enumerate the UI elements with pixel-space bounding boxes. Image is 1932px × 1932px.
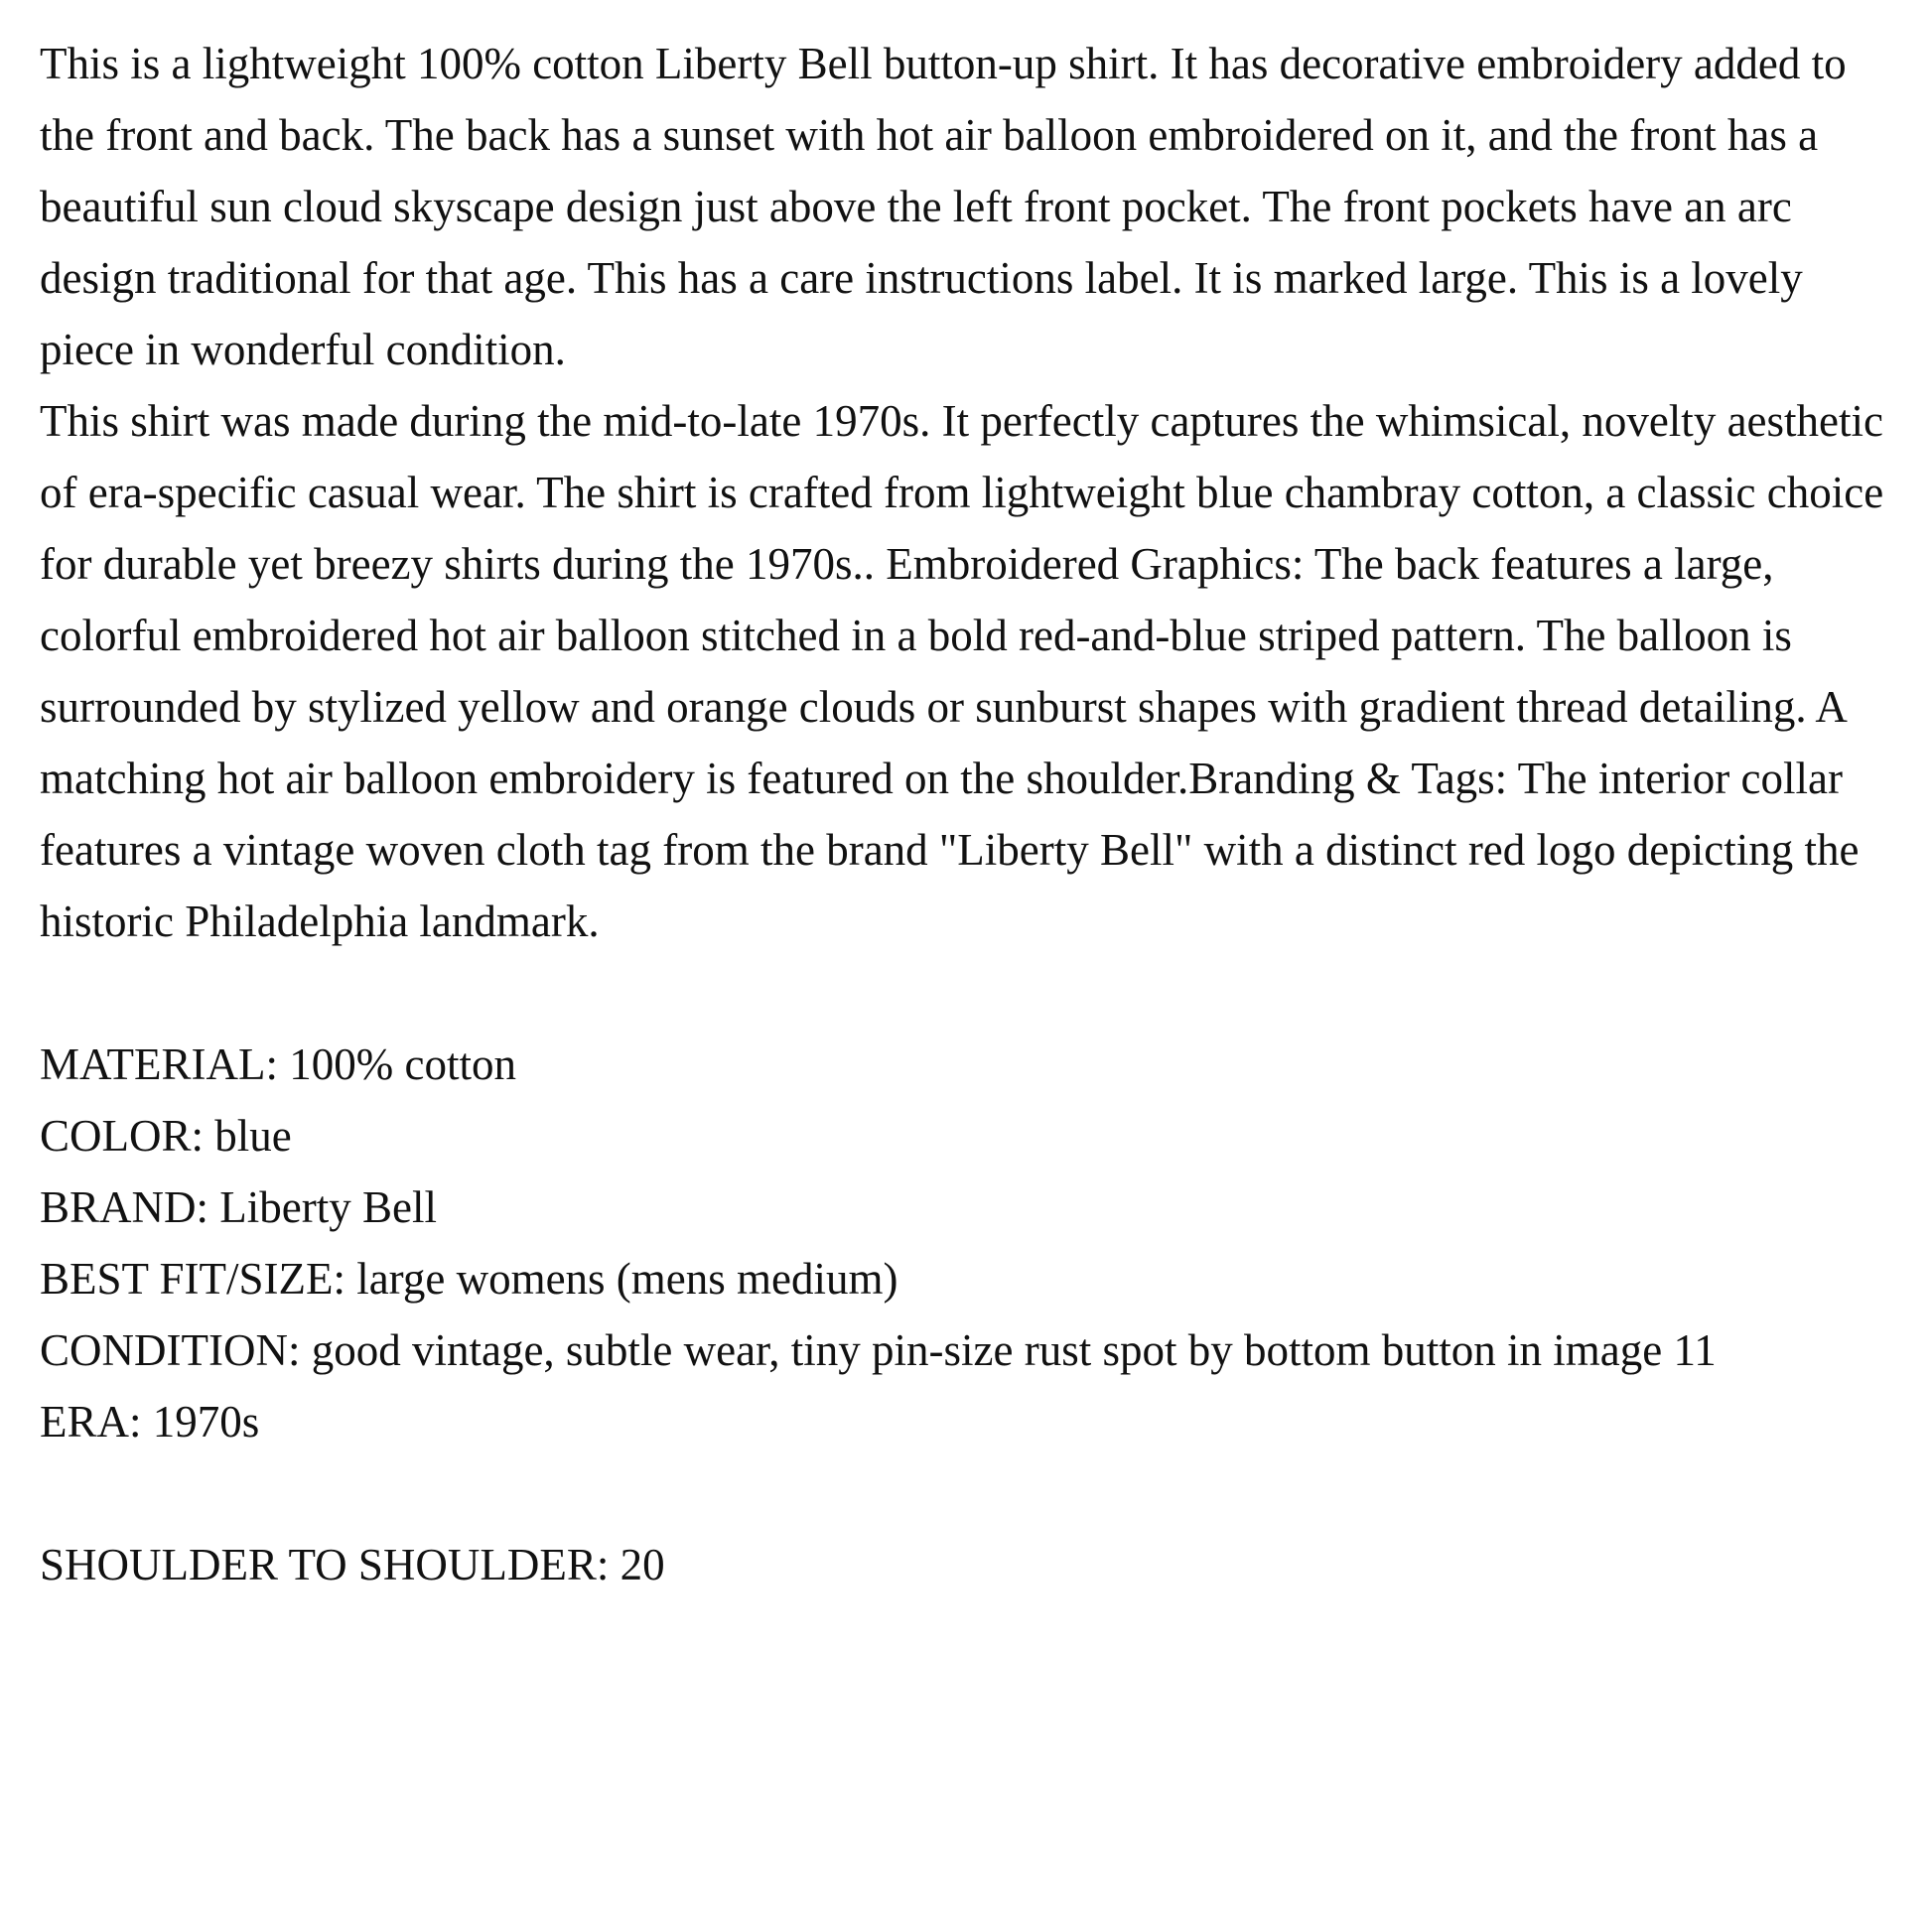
spacer <box>40 1457 1906 1529</box>
spec-era: ERA: 1970s <box>40 1397 260 1447</box>
spec-color: COLOR: blue <box>40 1111 292 1161</box>
description-paragraph-1: This is a lightweight 100% cotton Liberty Bell button-up shirt. It has decorative embroidery added to the front and back. The back has a sunset with hot air balloon embroidered on it, and the front has a beautiful sun cloud skyscape design just above the left front pocket. The front pockets have an arc design traditional for that age. This has a care instructions label. It is marked large. This is a lovely piece in wonderful condition. <box>40 39 1847 374</box>
measurement-shoulder: SHOULDER TO SHOULDER: 20 <box>40 1540 665 1589</box>
spec-list <box>40 1029 1906 1457</box>
spec-material: MATERIAL: 100% cotton <box>40 1039 516 1089</box>
spec-brand: BRAND: Liberty Bell <box>40 1182 437 1232</box>
spec-condition: CONDITION: good vintage, subtle wear, tiny pin-size rust spot by bottom button in image 11 <box>40 1325 1717 1375</box>
listing-description <box>40 28 1906 1600</box>
spec-fit-size: BEST FIT/SIZE: large womens (mens medium) <box>40 1254 898 1304</box>
spacer <box>40 957 1906 1029</box>
description-paragraph-2: This shirt was made during the mid-to-late 1970s. It perfectly captures the whimsical, novelty aesthetic of era-specific casual wear. The shirt is crafted from lightweight blue chambray cotton, a classic choice for durable yet breezy shirts during the 1970s.. Embroidered Graphics: The back features a large, colorful embroidered hot air balloon stitched in a bold red-and-blue striped pattern. The balloon is surrounded by stylized yellow and orange clouds or sunburst shapes with gradient thread detailing. A matching hot air balloon embroidery is featured on the shoulder.Branding & Tags: The interior collar features a vintage woven cloth tag from the brand "Liberty Bell" with a distinct red logo depicting the historic Philadelphia landmark. <box>40 396 1884 946</box>
